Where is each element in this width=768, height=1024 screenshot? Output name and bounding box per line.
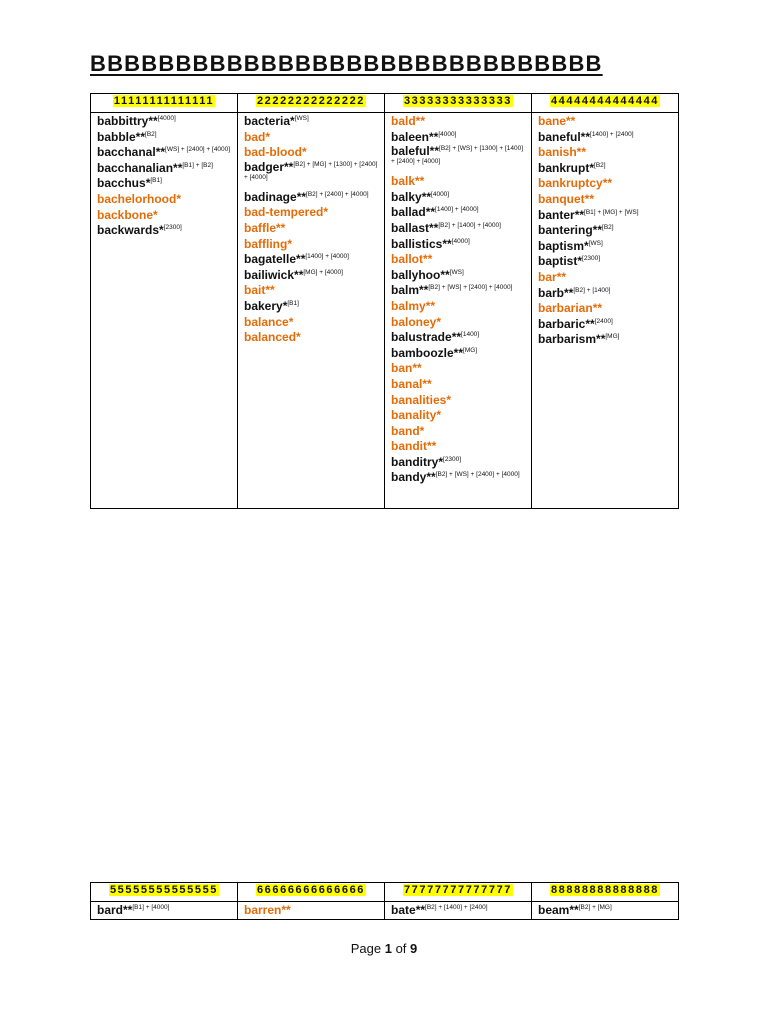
word-entry: [97, 903, 231, 919]
of-label: of: [395, 941, 407, 956]
word-source-tags: [B2] + [1400]: [573, 286, 611, 294]
header-row: [91, 94, 679, 113]
page-total: 9: [410, 941, 418, 956]
word-marker: *: [176, 191, 182, 206]
word-text: bad-tempered: [244, 205, 324, 220]
word-source-tags: [1400] + [2400]: [590, 130, 634, 138]
word-entry: [244, 237, 378, 253]
word-marker: **: [556, 269, 567, 284]
word-source-tags: [WS]: [294, 115, 309, 122]
word-text: bad-blood: [244, 145, 302, 160]
word-entry: [538, 176, 672, 192]
word-source-tags: [B1]: [287, 299, 299, 307]
word-text: bankrupt: [538, 160, 590, 175]
word-entry: [538, 254, 672, 270]
word-entry: [391, 903, 525, 919]
word-marker: **: [584, 191, 595, 206]
word-marker: **: [148, 114, 158, 128]
page-label: Page: [350, 941, 382, 956]
word-marker: **: [592, 223, 603, 238]
word-marker: *: [323, 205, 329, 220]
word-marker: *: [419, 423, 425, 438]
word-marker: *: [265, 129, 271, 144]
word-entry: [97, 223, 231, 239]
word-source-tags: [2300]: [443, 455, 462, 463]
word-text: babbittry: [97, 114, 149, 128]
word-text: ballot: [391, 252, 423, 267]
word-marker: **: [415, 114, 426, 128]
word-entry: [391, 237, 525, 253]
word-entry: [244, 299, 378, 315]
word-source-tags: [B2] + [WS] + [1300] + [1400] + [2400] + [4000]: [391, 145, 524, 166]
word-marker: *: [589, 160, 595, 175]
word-marker: **: [574, 207, 585, 222]
page-footer: [0, 941, 768, 956]
word-marker: **: [427, 439, 437, 454]
word-entry: [97, 145, 231, 161]
word-marker: **: [426, 470, 436, 485]
word-marker: **: [585, 316, 595, 331]
word-text: bachelorhood: [97, 191, 177, 206]
word-source-tags: [B1] + [MG] + [WS]: [584, 208, 639, 216]
word-text: balk: [391, 174, 416, 189]
word-text: bard: [97, 903, 124, 917]
column-header: 22222222222222: [238, 94, 385, 113]
word-text: bacchanalian: [97, 160, 174, 175]
word-text: bacchanal: [97, 145, 156, 160]
page-title: BBBBBBBBBBBBBBBBBBBBBBBBBBBBBB: [90, 51, 603, 76]
word-text: bakery: [244, 298, 283, 313]
word-row: [91, 902, 679, 920]
word-marker: **: [419, 283, 429, 298]
word-marker: **: [451, 330, 462, 345]
page-number: 1: [384, 941, 392, 956]
word-entry: [391, 283, 525, 299]
word-entry: [97, 208, 231, 224]
word-text: bankruptcy: [538, 176, 603, 191]
word-marker: *: [282, 298, 288, 313]
word-entry: [244, 252, 378, 268]
word-marker: **: [580, 129, 591, 144]
word-entry: [244, 130, 378, 146]
word-entry: [244, 114, 378, 130]
word-text: banditry: [391, 454, 439, 469]
word-text: backwards: [97, 223, 160, 238]
word-text: bane: [538, 114, 567, 128]
word-entry: [244, 145, 378, 161]
word-text: ballistics: [391, 236, 443, 251]
word-text: banal: [391, 376, 423, 391]
word-source-tags: [1400] + [4000]: [435, 206, 479, 214]
word-entry: [391, 252, 525, 268]
word-text: babble: [97, 129, 136, 144]
word-text: balm: [391, 283, 420, 298]
word-text: bantering: [538, 223, 593, 238]
word-entry: [391, 377, 525, 393]
word-marker: *: [296, 330, 301, 345]
word-entry: [391, 114, 525, 130]
word-entry: [538, 903, 672, 919]
column-header: 11111111111111: [91, 94, 238, 113]
word-source-tags: [4000]: [157, 115, 176, 122]
word-source-tags: [MG]: [605, 333, 620, 341]
word-entry: [391, 299, 525, 315]
word-entry: [538, 145, 672, 161]
column-header: 88888888888888: [532, 883, 679, 902]
word-entry: [391, 330, 525, 346]
word-marker: **: [296, 252, 306, 267]
word-entry: [391, 408, 525, 424]
word-source-tags: [MG] + [4000]: [303, 268, 343, 276]
word-entry: [244, 205, 378, 221]
word-source-tags: [B2] + [2400] + [4000]: [306, 190, 369, 198]
word-source-tags: [B2] + [MG]: [578, 904, 612, 911]
word-entry: [391, 315, 525, 331]
word-marker: **: [173, 160, 183, 175]
word-marker: **: [123, 903, 133, 917]
word-entry: [538, 192, 672, 208]
word-marker: **: [412, 361, 422, 376]
word-entry: [538, 332, 672, 348]
word-source-tags: [1400]: [461, 331, 480, 339]
word-marker: *: [159, 223, 164, 238]
word-text: baleen: [391, 129, 430, 144]
word-source-tags: [4000]: [431, 190, 450, 198]
word-source-tags: [B1] + [B2]: [182, 161, 213, 169]
word-text: baneful: [538, 129, 581, 144]
word-list-cell: [91, 113, 238, 509]
word-entry: [391, 145, 525, 171]
word-marker: **: [155, 145, 166, 160]
word-entry: [244, 315, 378, 331]
word-text: bar: [538, 269, 557, 284]
word-source-tags: [B2] + [MG] + [1300] + [2400] + [4000]: [244, 160, 378, 181]
word-text: ballyhoo: [391, 267, 441, 282]
word-text: bandy: [391, 470, 427, 485]
word-entry: [244, 903, 378, 919]
word-list-cell: [532, 113, 679, 509]
word-marker: *: [145, 176, 151, 191]
word-text: bate: [391, 903, 416, 917]
word-text: banquet: [538, 191, 585, 206]
word-text: bacteria: [244, 114, 291, 128]
word-source-tags: [B2]: [594, 161, 606, 169]
word-marker: **: [596, 332, 606, 347]
word-entry: [538, 130, 672, 146]
word-entry: [538, 286, 672, 302]
word-entry: [538, 270, 672, 286]
word-text: baleful: [391, 144, 430, 159]
column-header: 44444444444444: [532, 94, 679, 113]
word-marker: **: [135, 129, 146, 144]
word-marker: **: [429, 144, 440, 159]
word-entry: [391, 205, 525, 221]
word-entry: [391, 470, 525, 486]
header-row: [91, 883, 679, 902]
word-entry: [97, 161, 231, 177]
word-marker: **: [415, 903, 426, 917]
word-entry: [391, 393, 525, 409]
word-text: bandit: [391, 439, 427, 454]
word-marker: **: [566, 114, 576, 128]
word-source-tags: [4000]: [438, 130, 457, 138]
word-marker: *: [287, 236, 292, 251]
word-source-tags: [4000]: [451, 237, 470, 245]
word-text: banish: [538, 145, 577, 160]
word-marker: *: [290, 114, 295, 128]
word-marker: *: [446, 392, 452, 407]
word-entry: [391, 268, 525, 284]
word-text: banality: [391, 408, 437, 423]
word-list-cell: [385, 902, 532, 920]
word-source-tags: [WS]: [588, 239, 603, 247]
word-text: bald: [391, 114, 416, 128]
word-marker: **: [453, 345, 464, 360]
word-marker: *: [577, 254, 583, 269]
word-source-tags: [B2] + [WS] + [2400] + [4000]: [435, 471, 520, 479]
word-source-tags: [B2]: [145, 130, 157, 138]
word-marker: *: [288, 314, 294, 329]
word-marker: **: [423, 252, 433, 267]
word-entry: [538, 301, 672, 317]
word-entry: [244, 161, 378, 187]
word-entry: [244, 330, 378, 346]
word-entry: [97, 176, 231, 192]
word-text: bailiwick: [244, 267, 295, 282]
word-marker: **: [422, 376, 432, 391]
word-marker: *: [436, 314, 442, 329]
word-entry: [244, 268, 378, 284]
word-marker: *: [153, 207, 158, 222]
word-text: baffle: [244, 220, 277, 235]
word-text: baptism: [538, 238, 585, 253]
word-text: bait: [244, 283, 266, 298]
word-source-tags: [WS]: [449, 268, 464, 276]
word-marker: *: [301, 145, 307, 160]
word-entry: [97, 192, 231, 208]
word-text: banalities: [391, 392, 447, 407]
word-text: bacchus: [97, 176, 146, 191]
word-source-tags: [B2] + [1400] + [4000]: [438, 221, 501, 229]
word-marker: **: [276, 220, 286, 235]
word-marker: *: [436, 408, 442, 423]
word-marker: **: [425, 205, 436, 220]
word-marker: *: [584, 238, 589, 253]
word-marker: **: [429, 129, 439, 144]
word-text: bamboozle: [391, 345, 454, 360]
word-row: [91, 113, 679, 509]
word-marker: **: [564, 285, 574, 300]
word-text: beam: [538, 903, 570, 917]
word-entry: [538, 161, 672, 177]
word-text: bagatelle: [244, 252, 297, 267]
word-marker: **: [440, 267, 450, 282]
word-entry: [244, 221, 378, 237]
word-entry: [97, 130, 231, 146]
word-list-cell: [91, 902, 238, 920]
word-text: ban: [391, 361, 413, 376]
word-entry: [538, 114, 672, 130]
word-text: barbarian: [538, 301, 593, 316]
word-entry: [538, 239, 672, 255]
word-text: bad: [244, 129, 266, 144]
word-marker: **: [602, 176, 613, 191]
word-source-tags: [B2] + [WS] + [2400] + [4000]: [428, 284, 513, 292]
word-text: backbone: [97, 207, 154, 222]
word-source-tags: [B1]: [150, 177, 162, 185]
column-header: 66666666666666: [238, 883, 385, 902]
word-list-cell: [532, 902, 679, 920]
word-text: barb: [538, 285, 565, 300]
word-list-cell: [238, 113, 385, 509]
word-entry: [391, 174, 525, 190]
word-entry: [391, 439, 525, 455]
word-text: balmy: [391, 298, 426, 313]
word-marker: **: [592, 301, 603, 316]
word-source-tags: [B2] + [1400] + [2400]: [425, 904, 488, 911]
word-entry: [391, 190, 525, 206]
word-source-tags: [1400] + [4000]: [305, 253, 349, 261]
word-text: badger: [244, 159, 285, 174]
word-marker: **: [421, 189, 432, 204]
word-text: baptist: [538, 254, 578, 269]
word-entry: [97, 114, 231, 130]
word-marker: **: [425, 298, 436, 313]
word-entry: [391, 130, 525, 146]
word-table-top: [90, 93, 679, 509]
word-marker: **: [576, 145, 587, 160]
word-marker: **: [415, 174, 425, 189]
word-list-cell: [238, 902, 385, 920]
word-text: baffling: [244, 236, 288, 251]
word-text: ballad: [391, 205, 426, 220]
word-source-tags: [2400]: [594, 317, 613, 325]
word-text: barren: [244, 903, 282, 917]
word-text: badinage: [244, 189, 297, 204]
word-entry: [391, 361, 525, 377]
word-source-tags: [WS] + [2400] + [4000]: [165, 146, 231, 154]
word-source-tags: [2300]: [163, 224, 182, 232]
word-marker: **: [294, 267, 304, 282]
word-source-tags: [B1] + [4000]: [132, 904, 170, 911]
word-text: ballast: [391, 220, 430, 235]
word-entry: [391, 346, 525, 362]
word-marker: *: [438, 454, 444, 469]
word-list-cell: [385, 113, 532, 509]
word-marker: **: [429, 220, 439, 235]
word-text: barbaric: [538, 316, 586, 331]
word-text: balustrade: [391, 330, 452, 345]
word-text: baloney: [391, 314, 437, 329]
word-entry: [391, 424, 525, 440]
word-entry: [244, 283, 378, 299]
column-header: 33333333333333: [385, 94, 532, 113]
word-marker: **: [284, 159, 294, 174]
word-source-tags: [B2]: [602, 224, 614, 232]
word-entry: [391, 221, 525, 237]
word-table-bottom: [90, 882, 679, 920]
word-entry: [538, 317, 672, 333]
word-text: banter: [538, 207, 575, 222]
word-source-tags: [MG]: [463, 346, 478, 354]
word-marker: **: [265, 283, 275, 298]
word-text: band: [391, 423, 420, 438]
word-text: barbarism: [538, 332, 597, 347]
word-marker: **: [442, 236, 452, 251]
word-entry: [244, 190, 378, 206]
column-header: 55555555555555: [91, 883, 238, 902]
word-marker: **: [296, 189, 307, 204]
word-entry: [391, 455, 525, 471]
word-entry: [538, 223, 672, 239]
word-text: balance: [244, 314, 289, 329]
word-text: balanced: [244, 330, 297, 345]
word-marker: **: [569, 903, 579, 917]
column-header: 77777777777777: [385, 883, 532, 902]
word-entry: [538, 208, 672, 224]
word-source-tags: [2300]: [582, 255, 601, 263]
word-marker: **: [281, 903, 291, 917]
word-text: balky: [391, 189, 422, 204]
